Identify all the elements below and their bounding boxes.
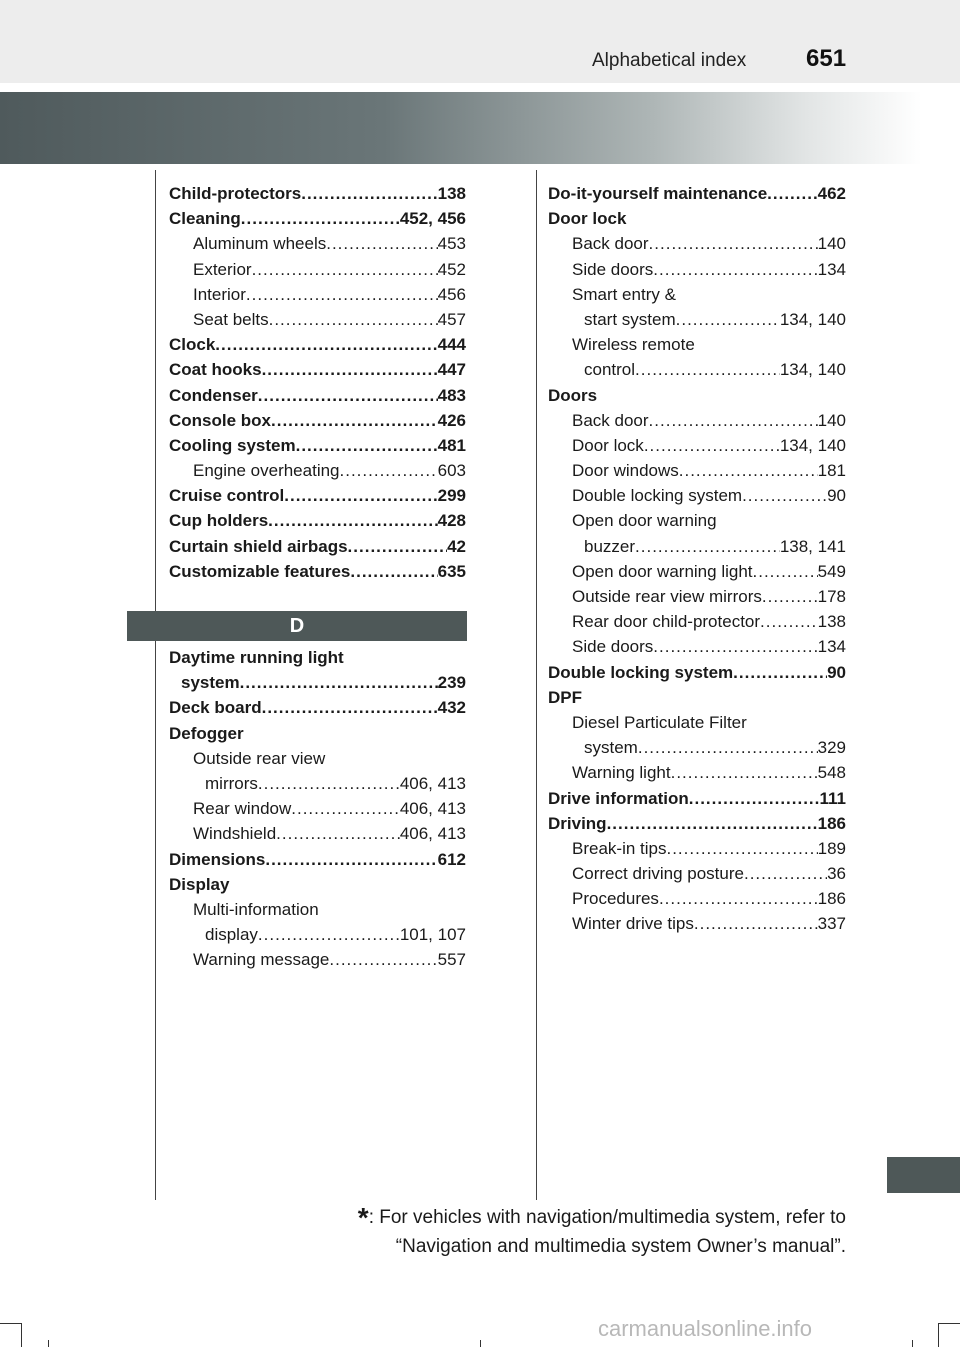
index-entry-term: Cooling system [169, 435, 296, 455]
index-entry [169, 534, 466, 559]
index-entry-term: Console box [169, 410, 272, 430]
dot-leader [760, 609, 818, 634]
index-entry-page: 36 [827, 864, 846, 884]
index-entry [169, 408, 466, 433]
index-entry-page: 481 [437, 435, 466, 455]
index-entry [169, 257, 466, 282]
index-entry-page: 406, 413 [399, 773, 466, 793]
index-entry-term: Child-protectors [169, 184, 302, 203]
index-entry [548, 660, 846, 685]
index-entry-term: Multi-information [193, 899, 319, 919]
index-entry-page: 111 [819, 788, 846, 808]
dot-leader [326, 231, 437, 256]
index-entry [169, 645, 466, 670]
index-entry-term: Aluminum wheels [193, 234, 327, 254]
dot-leader [262, 357, 438, 382]
index-entry [169, 771, 466, 796]
index-entry [548, 911, 846, 936]
index-entry-term: Open door warning light [572, 561, 753, 581]
index-entry-term: Door lock [572, 435, 644, 455]
index-entry-page: 337 [817, 914, 846, 934]
index-entry [169, 383, 466, 408]
index-entry-term: Cruise control [169, 486, 285, 506]
index-entry [548, 634, 846, 659]
index-entry-term: Condenser [169, 385, 258, 405]
dot-leader [676, 307, 780, 332]
index-entry-term: Engine overheating [193, 461, 340, 481]
index-entry [548, 307, 846, 332]
index-column-left-section-d [169, 645, 466, 972]
dot-leader [666, 836, 817, 861]
index-entry-term: Display [169, 874, 230, 894]
index-column-left [169, 181, 466, 584]
index-entry-term: Diesel Particulate Filter [572, 712, 747, 732]
index-entry-page: 42 [447, 536, 466, 556]
crop-mark [480, 1340, 481, 1347]
index-entry-term: Door windows [572, 461, 679, 481]
index-entry-page: 134, 140 [779, 360, 846, 380]
index-entry-page: 444 [437, 335, 466, 355]
index-entry [169, 821, 466, 846]
index-entry [548, 609, 846, 634]
dot-leader [350, 559, 437, 584]
index-entry [169, 282, 466, 307]
index-entry [548, 886, 846, 911]
index-entry-term: Back door [572, 410, 649, 430]
index-entry-page: 138, 141 [779, 536, 846, 556]
index-entry-page: 101, 107 [399, 925, 466, 945]
index-entry-page: 462 [817, 184, 846, 203]
index-entry [548, 534, 846, 559]
index-entry-term: control [584, 360, 636, 380]
dot-leader [258, 383, 438, 408]
index-entry-term: Open door warning [572, 511, 717, 531]
index-entry [548, 811, 846, 836]
index-entry-term: Double locking system [548, 662, 734, 682]
index-entry-term: Side doors [572, 259, 654, 279]
dot-leader [694, 911, 818, 936]
index-entry-term: Wireless remote [572, 335, 695, 355]
index-entry [169, 483, 466, 508]
index-entry [169, 897, 466, 922]
index-entry [548, 231, 846, 256]
dot-leader [653, 257, 817, 282]
footnote-line-2: “Navigation and multimedia system Owner’s manual”. [395, 1236, 846, 1257]
index-entry [169, 307, 466, 332]
index-entry [548, 836, 846, 861]
page-header-title: Alphabetical index [592, 50, 747, 71]
index-entry [548, 508, 846, 533]
index-entry-term: Cleaning [169, 209, 241, 229]
index-entry [169, 559, 466, 584]
index-entry [548, 332, 846, 357]
index-entry-page: 432 [437, 698, 466, 718]
index-entry-page: 138 [437, 184, 466, 203]
crop-mark [0, 1323, 22, 1324]
dot-leader [649, 408, 818, 433]
index-entry-term: Smart entry & [572, 284, 676, 304]
index-entry-term: system [181, 673, 240, 693]
index-entry [548, 559, 846, 584]
index-entry-page: 140 [817, 410, 846, 430]
index-entry [169, 231, 466, 256]
index-entry-term: Doors [548, 385, 598, 405]
index-entry-term: Break-in tips [572, 838, 667, 858]
index-entry [548, 735, 846, 760]
dot-leader [258, 922, 400, 947]
dot-leader [348, 534, 448, 559]
index-entry-page: 453 [437, 234, 466, 254]
dot-leader [276, 821, 400, 846]
index-entry-term: Interior [193, 284, 246, 304]
dot-leader [689, 786, 820, 811]
page-number: 651 [806, 45, 847, 72]
index-entry [169, 922, 466, 947]
index-entry-page: 452, 456 [399, 209, 466, 229]
index-entry [169, 181, 466, 206]
index-entry-page: 134, 140 [779, 309, 846, 329]
index-entry [169, 332, 466, 357]
index-entry-term: Curtain shield airbags [169, 536, 348, 556]
dot-leader [241, 206, 400, 231]
dot-leader [240, 670, 438, 695]
index-entry-page: 140 [817, 234, 846, 254]
index-entry-page: 612 [437, 849, 466, 869]
dot-leader [301, 181, 437, 206]
index-entry-term: Do-it-yourself maintenance [548, 184, 768, 203]
crop-mark [48, 1340, 49, 1347]
index-entry-page: 406, 413 [399, 799, 466, 819]
index-entry-page: 447 [437, 360, 466, 380]
index-entry [548, 433, 846, 458]
index-entry-term: display [205, 925, 258, 945]
dot-leader [269, 307, 438, 332]
crop-mark [912, 1340, 913, 1347]
index-entry [548, 206, 846, 231]
index-entry [169, 433, 466, 458]
dot-leader [258, 771, 400, 796]
dot-leader [284, 483, 437, 508]
index-entry-page: 186 [817, 813, 846, 833]
dot-leader [767, 181, 817, 206]
index-entry-term: Rear window [193, 799, 292, 819]
index-entry-term: Cup holders [169, 511, 269, 531]
index-entry [169, 508, 466, 533]
dot-leader [268, 508, 437, 533]
index-entry-term: Deck board [169, 698, 262, 718]
index-entry-term: Correct driving posture [572, 864, 744, 884]
index-column-right [548, 181, 846, 937]
header-gradient-band [0, 92, 960, 164]
index-entry-term: Dimensions [169, 849, 266, 869]
index-entry-page: 138 [817, 612, 846, 632]
dot-leader [340, 458, 438, 483]
index-entry-term: Outside rear view [193, 748, 326, 768]
index-entry-term: Defogger [169, 723, 244, 743]
index-entry-page: 635 [437, 561, 466, 581]
index-entry [169, 947, 466, 972]
dot-leader [296, 433, 438, 458]
dot-leader [742, 483, 827, 508]
dot-leader [744, 861, 827, 886]
index-entry [169, 458, 466, 483]
index-entry-term: Side doors [572, 637, 654, 657]
index-entry-term: Rear door child-protector [572, 612, 761, 632]
dot-leader [638, 735, 818, 760]
index-entry-term: Door lock [548, 209, 627, 229]
index-entry-term: Procedures [572, 889, 659, 909]
index-entry-page: 426 [437, 410, 466, 430]
index-entry [548, 383, 846, 408]
index-entry-term: Windshield [193, 824, 277, 844]
index-entry-term: Exterior [193, 259, 252, 279]
dot-leader [607, 811, 818, 836]
index-entry-page: 548 [817, 763, 846, 783]
index-entry-term: mirrors [205, 773, 258, 793]
index-entry-page: 406, 413 [399, 824, 466, 844]
index-entry-page: 134, 140 [779, 435, 846, 455]
index-entry [169, 746, 466, 771]
index-entry [548, 710, 846, 735]
index-entry-page: 329 [817, 738, 846, 758]
index-entry-term: Double locking system [572, 486, 743, 506]
index-entry-term: Back door [572, 234, 649, 254]
column-rule-middle [536, 170, 537, 1200]
index-entry-term: Clock [169, 335, 216, 355]
index-entry [169, 695, 466, 720]
index-entry-page: 90 [827, 662, 846, 682]
index-entry-term: Outside rear view mirrors [572, 587, 762, 606]
index-entry-term: start system [584, 309, 676, 329]
index-entry-term: DPF [548, 687, 582, 707]
dot-leader [679, 458, 818, 483]
dot-leader [215, 332, 437, 357]
dot-leader [271, 408, 438, 433]
index-entry-term: buzzer [584, 536, 636, 556]
dot-leader [659, 886, 818, 911]
index-entry-page: 483 [437, 385, 466, 405]
index-entry [548, 685, 846, 710]
dot-leader [653, 634, 817, 659]
dot-leader [246, 282, 438, 307]
footnote-line-1: : For vehicles with navigation/multimedia system, refer to [368, 1207, 846, 1228]
index-entry [548, 483, 846, 508]
index-entry [548, 861, 846, 886]
index-entry-term: Winter drive tips [572, 914, 694, 934]
index-entry-term: Warning light [572, 763, 671, 783]
footnote [358, 1203, 846, 1261]
index-entry [548, 584, 846, 609]
index-entry [548, 786, 846, 811]
index-entry-term: system [584, 738, 638, 758]
index-entry-term: Warning message [193, 950, 330, 970]
column-rule-left [155, 170, 156, 1200]
index-entry [548, 282, 846, 307]
dot-leader [753, 559, 818, 584]
index-entry-term: Daytime running light [169, 648, 344, 667]
index-entry [548, 257, 846, 282]
index-entry-page: 603 [437, 461, 466, 481]
index-entry-page: 181 [817, 461, 846, 481]
index-entry-page: 299 [437, 486, 466, 506]
section-letter-band: D [127, 611, 467, 641]
index-entry [548, 458, 846, 483]
index-entry-term: Coat hooks [169, 360, 262, 380]
index-entry-term: Driving [548, 813, 607, 833]
footnote-marker: * [357, 1202, 369, 1233]
index-entry [548, 408, 846, 433]
index-entry-page: 90 [827, 486, 846, 506]
index-entry [169, 847, 466, 872]
index-entry-page: 452 [437, 259, 466, 279]
index-entry-page: 134 [817, 637, 846, 657]
dot-leader [265, 847, 437, 872]
crop-mark [21, 1323, 22, 1347]
index-entry-page: 186 [817, 889, 846, 909]
index-entry-page: 456 [437, 284, 466, 304]
index-entry [548, 181, 846, 206]
index-entry-page: 239 [437, 673, 466, 693]
index-entry [169, 206, 466, 231]
dot-leader [262, 695, 438, 720]
dot-leader [291, 796, 400, 821]
index-entry [169, 796, 466, 821]
index-entry [169, 721, 466, 746]
index-entry [548, 357, 846, 382]
index-entry [169, 872, 466, 897]
dot-leader [635, 534, 780, 559]
dot-leader [329, 947, 437, 972]
watermark-text: carmanualsonline.info [598, 1316, 813, 1341]
index-entry-page: 134 [817, 259, 846, 279]
chapter-tab-marker [887, 1157, 960, 1193]
dot-leader [733, 660, 827, 685]
index-entry [548, 760, 846, 785]
index-entry-page: 549 [817, 561, 846, 581]
crop-mark [938, 1323, 939, 1347]
dot-leader [252, 257, 438, 282]
index-entry-term: Customizable features [169, 561, 351, 581]
dot-leader [635, 357, 780, 382]
dot-leader [762, 584, 818, 609]
dot-leader [644, 433, 780, 458]
index-entry [169, 357, 466, 382]
index-entry-term: Drive information [548, 788, 689, 808]
dot-leader [649, 231, 818, 256]
index-entry-term: Seat belts [193, 309, 269, 329]
index-entry-page: 178 [817, 587, 846, 606]
index-entry-page: 428 [437, 511, 466, 531]
index-entry-page: 189 [817, 838, 846, 858]
index-entry-page: 457 [437, 309, 466, 329]
dot-leader [671, 760, 818, 785]
crop-mark [938, 1323, 960, 1324]
index-entry-page: 557 [437, 950, 466, 970]
index-entry [169, 670, 466, 695]
